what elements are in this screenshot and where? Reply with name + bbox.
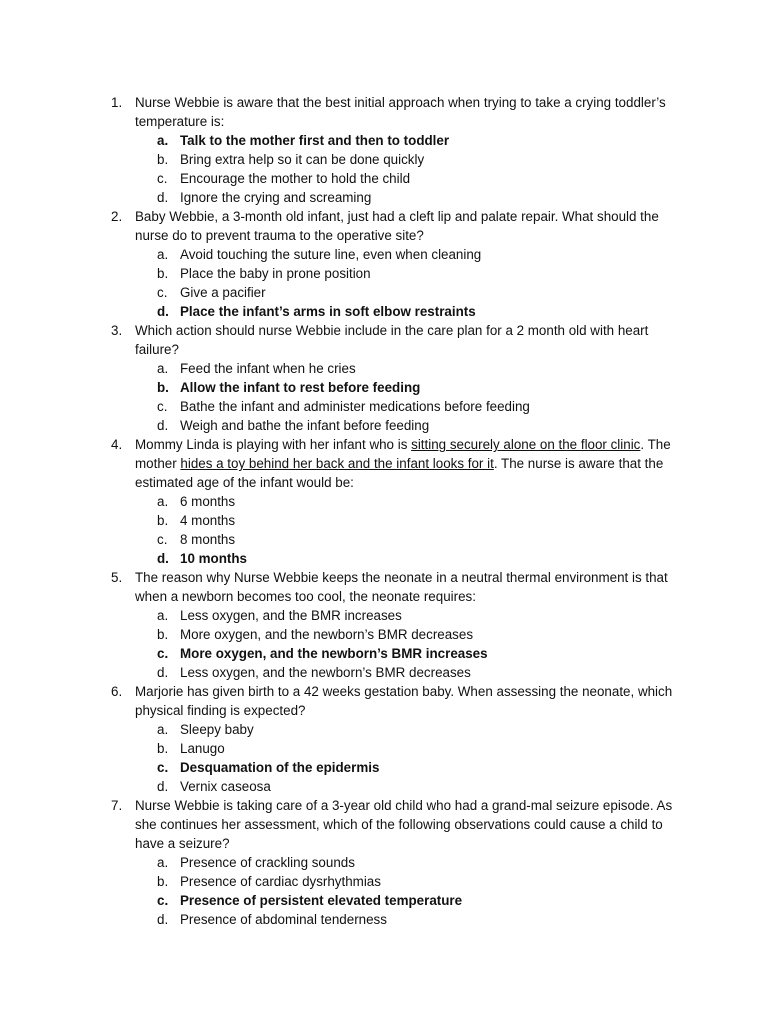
option-letter: d. bbox=[157, 665, 169, 680]
correct-answer-option bbox=[135, 758, 688, 777]
answer-option bbox=[135, 416, 688, 435]
question-text-segment: The reason why Nurse Webbie keeps the neonate in a neutral thermal environment is that when a newborn becomes too cool, the neonate requires: bbox=[135, 570, 668, 604]
answer-option bbox=[135, 492, 688, 511]
answer-options bbox=[135, 606, 688, 682]
question-item bbox=[0, 207, 768, 321]
option-text: Place the baby in prone position bbox=[180, 266, 371, 281]
option-text: 10 months bbox=[180, 551, 247, 566]
question-text bbox=[135, 93, 688, 131]
question-text bbox=[135, 796, 688, 853]
answer-option bbox=[135, 245, 688, 264]
question-item bbox=[0, 796, 768, 929]
answer-options bbox=[135, 131, 688, 207]
option-letter: c. bbox=[157, 285, 168, 300]
question-item bbox=[0, 321, 768, 435]
option-letter: c. bbox=[157, 760, 169, 775]
answer-option bbox=[135, 720, 688, 739]
question-text bbox=[135, 321, 688, 359]
option-text: Presence of abdominal tenderness bbox=[180, 912, 387, 927]
question-number: 6. bbox=[111, 684, 123, 699]
correct-answer-option bbox=[135, 378, 688, 397]
option-letter: b. bbox=[157, 380, 169, 395]
answer-options bbox=[135, 245, 688, 321]
option-letter: c. bbox=[157, 646, 169, 661]
answer-option bbox=[135, 625, 688, 644]
answer-option bbox=[135, 283, 688, 302]
answer-options bbox=[135, 720, 688, 796]
option-text: 6 months bbox=[180, 494, 236, 509]
answer-options bbox=[135, 853, 688, 929]
option-text: Less oxygen, and the newborn’s BMR decreases bbox=[180, 665, 471, 680]
answer-option bbox=[135, 663, 688, 682]
option-text: Allow the infant to rest before feeding bbox=[180, 380, 421, 395]
correct-answer-option bbox=[135, 131, 688, 150]
answer-option bbox=[135, 150, 688, 169]
answer-option bbox=[135, 777, 688, 796]
option-letter: a. bbox=[157, 494, 169, 509]
correct-answer-option bbox=[135, 644, 688, 663]
option-letter: d. bbox=[157, 912, 169, 927]
option-text: 4 months bbox=[180, 513, 236, 528]
option-text: Encourage the mother to hold the child bbox=[180, 171, 411, 186]
option-letter: d. bbox=[157, 190, 169, 205]
option-text: Desquamation of the epidermis bbox=[180, 760, 380, 775]
question-number: 7. bbox=[111, 798, 123, 813]
question-text-segment: Baby Webbie, a 3-month old infant, just had a cleft lip and palate repair. What should the nurse do to prevent trauma to the operative site? bbox=[135, 209, 659, 243]
option-letter: a. bbox=[157, 133, 169, 148]
option-letter: c. bbox=[157, 893, 169, 908]
answer-option bbox=[135, 397, 688, 416]
option-text: Ignore the crying and screaming bbox=[180, 190, 372, 205]
question-text bbox=[135, 207, 688, 245]
answer-options bbox=[135, 359, 688, 435]
option-letter: a. bbox=[157, 722, 169, 737]
option-letter: a. bbox=[157, 247, 169, 262]
answer-option bbox=[135, 910, 688, 929]
question-item bbox=[0, 682, 768, 796]
question-number: 2. bbox=[111, 209, 123, 224]
option-text: Sleepy baby bbox=[180, 722, 254, 737]
option-letter: b. bbox=[157, 152, 169, 167]
question-text-segment: Nurse Webbie is taking care of a 3-year old child who had a grand-mal seizure episode. As she continues her assessment, which of the following observations could cause a child to have a seizure? bbox=[135, 798, 673, 851]
option-letter: b. bbox=[157, 627, 169, 642]
option-letter: d. bbox=[157, 304, 169, 319]
answer-option bbox=[135, 530, 688, 549]
question-text bbox=[135, 568, 688, 606]
question-number: 3. bbox=[111, 323, 123, 338]
answer-option bbox=[135, 853, 688, 872]
option-letter: d. bbox=[157, 418, 169, 433]
question-text-segment: Nurse Webbie is aware that the best initial approach when trying to take a crying toddler’s temperature is: bbox=[135, 95, 666, 129]
question-list bbox=[0, 93, 768, 929]
option-text: Presence of crackling sounds bbox=[180, 855, 355, 870]
option-letter: b. bbox=[157, 741, 169, 756]
answer-option bbox=[135, 264, 688, 283]
option-text: More oxygen, and the newborn’s BMR decreases bbox=[180, 627, 474, 642]
option-text: Place the infant’s arms in soft elbow restraints bbox=[180, 304, 476, 319]
question-text-segment: Marjorie has given birth to a 42 weeks gestation baby. When assessing the neonate, which physical finding is expected? bbox=[135, 684, 673, 718]
question-number: 1. bbox=[111, 95, 123, 110]
option-text: Bathe the infant and administer medications before feeding bbox=[180, 399, 530, 414]
option-letter: a. bbox=[157, 361, 169, 376]
option-text: Bring extra help so it can be done quickly bbox=[180, 152, 425, 167]
option-letter: d. bbox=[157, 779, 169, 794]
question-text-segment: Which action should nurse Webbie include in the care plan for a 2 month old with heart failure? bbox=[135, 323, 649, 357]
underlined-phrase: sitting securely alone on the floor clinic bbox=[411, 437, 641, 452]
question-number: 4. bbox=[111, 437, 123, 452]
option-letter: c. bbox=[157, 399, 168, 414]
question-text-segment: Mommy Linda is playing with her infant who is bbox=[135, 437, 412, 452]
option-text: Talk to the mother first and then to toddler bbox=[180, 133, 450, 148]
answer-option bbox=[135, 606, 688, 625]
option-text: 8 months bbox=[180, 532, 236, 547]
option-text: Presence of cardiac dysrhythmias bbox=[180, 874, 381, 889]
answer-option bbox=[135, 872, 688, 891]
correct-answer-option bbox=[135, 891, 688, 910]
correct-answer-option bbox=[135, 549, 688, 568]
question-item bbox=[0, 435, 768, 568]
question-text-segment: . The mother bbox=[135, 437, 671, 471]
option-letter: b. bbox=[157, 513, 169, 528]
question-text bbox=[135, 435, 688, 492]
option-text: More oxygen, and the newborn’s BMR increases bbox=[180, 646, 488, 661]
option-letter: b. bbox=[157, 266, 169, 281]
option-text: Feed the infant when he cries bbox=[180, 361, 356, 376]
question-item bbox=[0, 568, 768, 682]
option-letter: a. bbox=[157, 855, 169, 870]
option-letter: c. bbox=[157, 532, 168, 547]
option-letter: d. bbox=[157, 551, 169, 566]
option-text: Avoid touching the suture line, even when cleaning bbox=[180, 247, 482, 262]
answer-option bbox=[135, 359, 688, 378]
option-text: Give a pacifier bbox=[180, 285, 266, 300]
question-text bbox=[135, 682, 688, 720]
option-text: Lanugo bbox=[180, 741, 225, 756]
answer-options bbox=[135, 492, 688, 568]
answer-option bbox=[135, 169, 688, 188]
option-text: Vernix caseosa bbox=[180, 779, 271, 794]
option-text: Presence of persistent elevated temperature bbox=[180, 893, 463, 908]
option-letter: a. bbox=[157, 608, 169, 623]
underlined-phrase: hides a toy behind her back and the infant looks for it bbox=[180, 456, 494, 471]
answer-option bbox=[135, 511, 688, 530]
answer-option bbox=[135, 188, 688, 207]
option-letter: b. bbox=[157, 874, 169, 889]
question-text-segment: . The nurse is aware that the estimated age of the infant would be: bbox=[135, 456, 664, 490]
question-item bbox=[0, 93, 768, 207]
answer-option bbox=[135, 739, 688, 758]
option-text: Less oxygen, and the BMR increases bbox=[180, 608, 402, 623]
option-text: Weigh and bathe the infant before feeding bbox=[180, 418, 430, 433]
question-number: 5. bbox=[111, 570, 123, 585]
option-letter: c. bbox=[157, 171, 168, 186]
correct-answer-option bbox=[135, 302, 688, 321]
